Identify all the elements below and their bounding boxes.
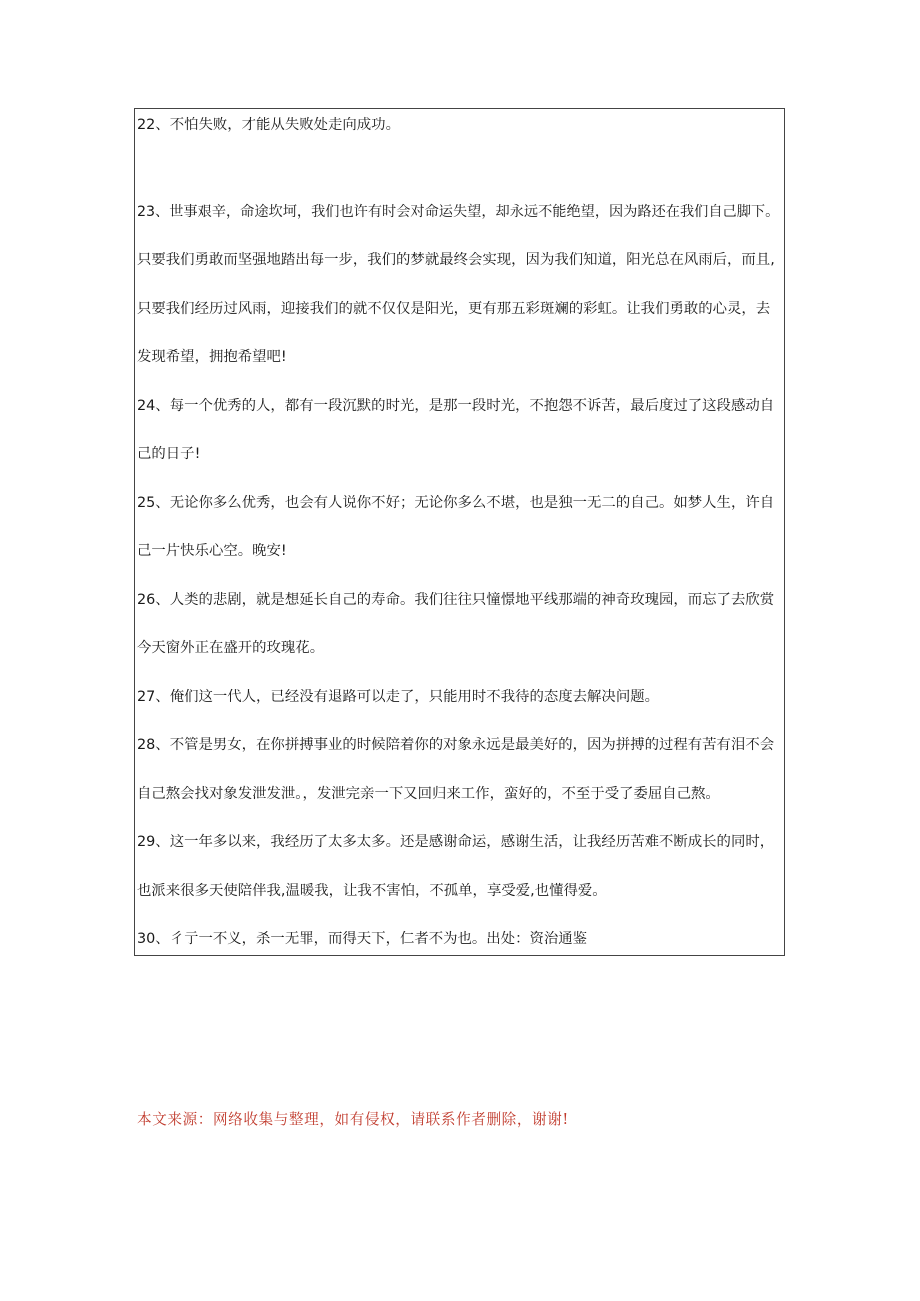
text-line: 发现希望，拥抱希望吧! (137, 349, 287, 365)
text-line: 30、彳亍一不义，杀一无罪，而得天下，仁者不为也。出处：资治通鉴 (137, 931, 588, 947)
text-line: 23、世事艰辛，命途坎坷，我们也许有时会对命运失望，却永远不能绝望，因为路还在我们自己脚下。 (137, 204, 780, 220)
source-note: 本文来源：网络收集与整理，如有侵权，请联系作者删除，谢谢! (137, 1111, 569, 1128)
text-line: 26、人类的悲剧，就是想延长自己的寿命。我们往往只憧憬地平线那端的神奇玫瑰园，而忘了去欣赏 (137, 592, 775, 608)
text-line: 22、不怕失败，才能从失败处走向成功。 (137, 117, 400, 133)
text-line: 25、无论你多么优秀，也会有人说你不好；无论你多么不堪，也是独一无二的自己。如梦人生，许自 (137, 495, 775, 511)
text-line: 28、不管是男女，在你拼搏事业的时候陪着你的对象永远是最美好的，因为拼搏的过程有苦有泪不会 (137, 737, 775, 753)
text-line: 只要我们勇敢而坚强地踏出每一步，我们的梦就最终会实现，因为我们知道，阳光总在风雨后，而且, (137, 252, 775, 268)
text-line: 只要我们经历过风雨，迎接我们的就不仅仅是阳光，更有那五彩斑斓的彩虹。让我们勇敢的心灵，去 (137, 301, 771, 317)
text-line: 今天窗外正在盛开的玫瑰花。 (137, 640, 325, 656)
text-line: 自己熬会找对象发泄发泄。，发泄完亲一下又回归来工作，蛮好的，不至于受了委屈自己熬。 (137, 786, 720, 802)
content-box (134, 108, 785, 956)
text-line: 27、俺们这一代人，已经没有退路可以走了，只能用时不我待的态度去解决问题。 (137, 689, 659, 705)
text-line: 也派来很多天使陪伴我,温暖我，让我不害怕，不孤单，享受爱,也懂得爱。 (137, 883, 607, 899)
text-line: 己一片快乐心空。晚安! (137, 543, 287, 559)
text-line: 己的日子! (137, 446, 201, 462)
text-line: 24、每一个优秀的人，都有一段沉默的时光，是那一段时光，不抱怨不诉苦，最后度过了这段感动自 (137, 398, 775, 414)
text-line: 29、这一年多以来，我经历了太多太多。还是感谢命运，感谢生活，让我经历苦难不断成长的同时， (137, 834, 775, 850)
